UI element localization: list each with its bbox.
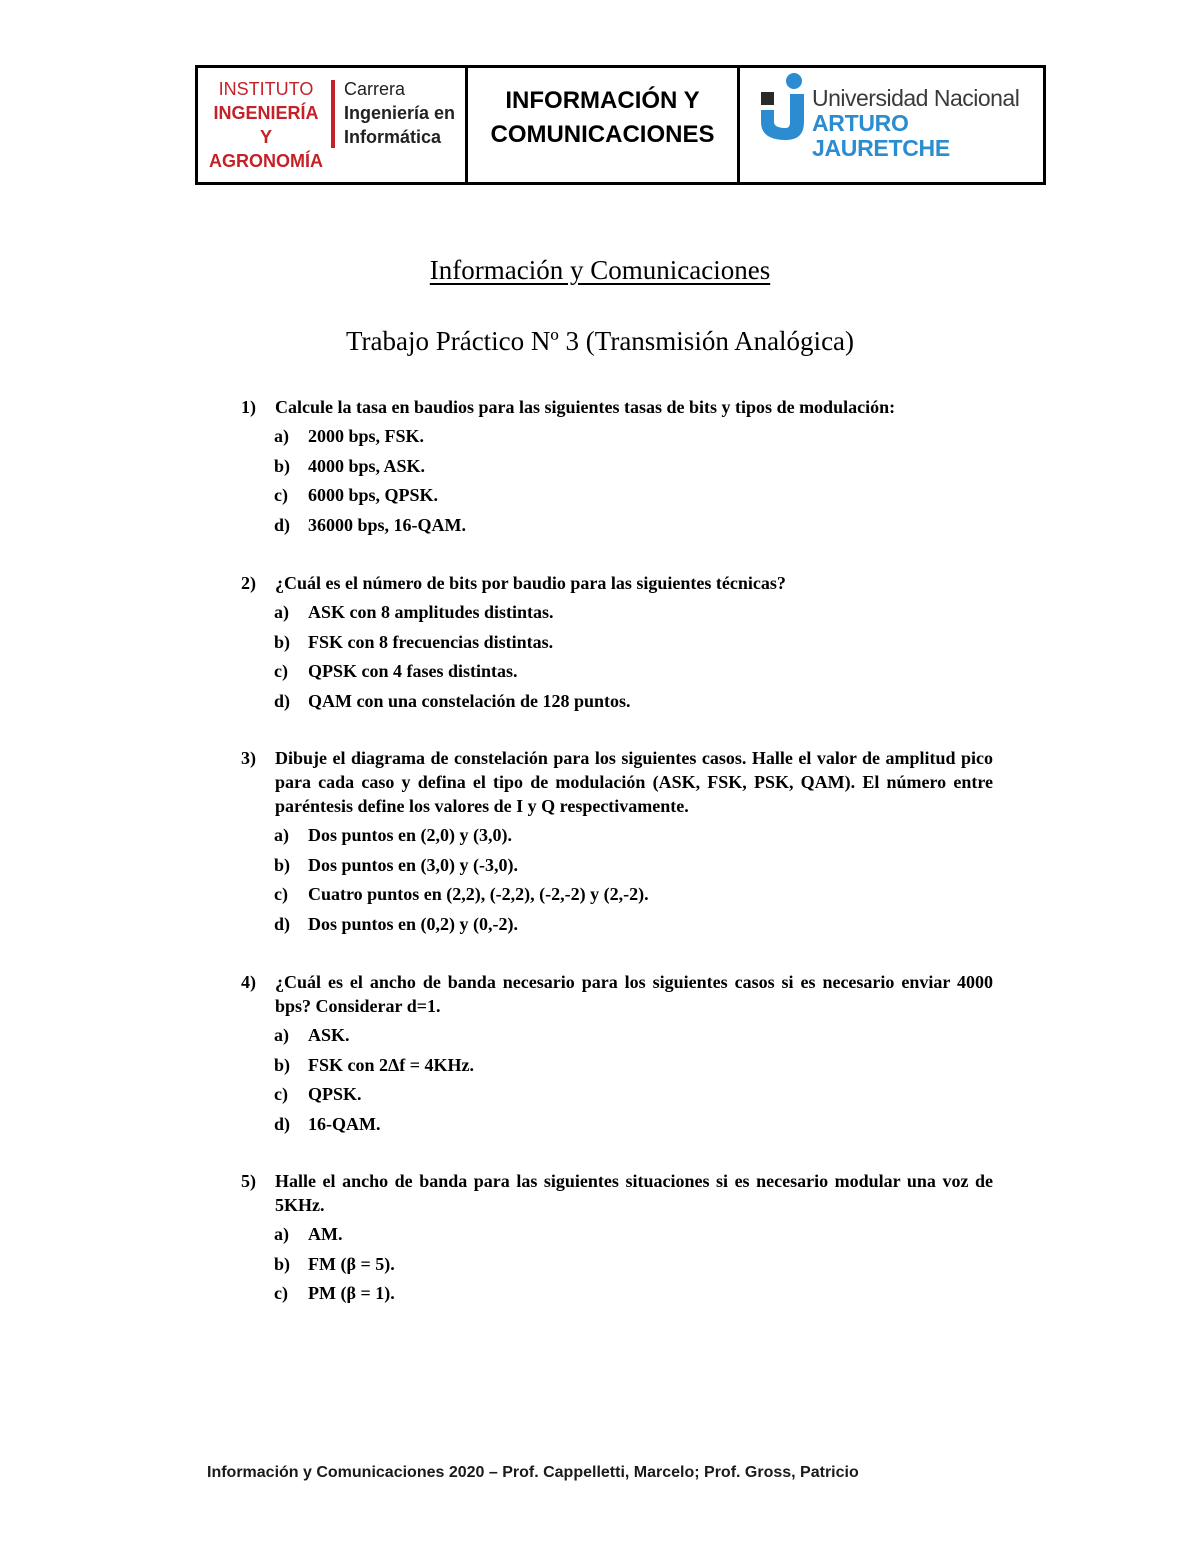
- page-subtitle: Trabajo Práctico Nº 3 (Transmisión Analógica): [345, 326, 855, 356]
- item-text: QPSK.: [308, 1084, 362, 1104]
- list-item: [241, 1279, 993, 1309]
- item-text: ASK.: [308, 1025, 350, 1045]
- item-text: Cuatro puntos en (2,2), (-2,2), (-2,-2) y (2,-2).: [308, 884, 649, 904]
- question-header: [241, 1169, 993, 1217]
- university-name: [812, 86, 1043, 161]
- list-item: [241, 880, 993, 910]
- subject-line-1: INFORMACIÓN Y: [505, 87, 700, 114]
- question-text: Calcule la tasa en baudios para las siguientes tasas de bits y tipos de modulación:: [275, 397, 896, 417]
- item-label: a): [274, 1025, 289, 1045]
- item-text: AM.: [308, 1224, 343, 1244]
- question-text: ¿Cuál es el ancho de banda necesario para los siguientes casos si es necesario enviar 4000 bps? Considerar d=1.: [275, 972, 993, 1016]
- question-4: [241, 970, 993, 1139]
- list-item: [241, 1080, 993, 1110]
- list-item: [241, 910, 993, 940]
- institute-line-3: AGRONOMÍA: [209, 151, 323, 171]
- list-item: [241, 1250, 993, 1280]
- item-label: d): [274, 690, 291, 711]
- item-label: a): [274, 602, 289, 622]
- item-text: ASK con 8 amplitudes distintas.: [308, 602, 554, 622]
- item-label: d): [274, 1113, 291, 1134]
- item-label: d): [274, 514, 291, 535]
- question-number: 5): [241, 1171, 256, 1191]
- list-item: [241, 422, 993, 452]
- question-3: [241, 746, 993, 939]
- item-label: b): [274, 631, 291, 652]
- career-line-1: Carrera: [344, 79, 406, 99]
- university-line-1: Universidad Nacional: [812, 85, 1020, 111]
- university-line-2: ARTURO JAURETCHE: [812, 110, 950, 161]
- question-header: [241, 970, 993, 1018]
- page-title: Información y Comunicaciones: [429, 255, 771, 285]
- page-footer: Información y Comunicaciones 2020 – Prof. Cappelletti, Marcelo; Prof. Gross, Patricio: [207, 1464, 859, 1481]
- subject-line-2: COMUNICACIONES: [490, 121, 715, 148]
- item-label: c): [274, 884, 288, 904]
- subject-cell: [468, 68, 740, 182]
- subject-title: [468, 84, 737, 152]
- item-label: b): [274, 1054, 291, 1075]
- question-number: 3): [241, 748, 256, 768]
- question-header: [241, 571, 993, 595]
- list-item: [241, 511, 993, 541]
- item-label: b): [274, 1253, 291, 1274]
- item-text: Dos puntos en (0,2) y (0,-2).: [308, 913, 519, 934]
- item-label: c): [274, 1084, 288, 1104]
- item-text: FSK con 2Δf = 4KHz.: [308, 1054, 475, 1075]
- item-label: a): [274, 825, 289, 845]
- question-text: ¿Cuál es el número de bits por baudio para las siguientes técnicas?: [275, 573, 786, 593]
- document-header: [195, 65, 1046, 185]
- list-item: [241, 598, 993, 628]
- item-label: a): [274, 1224, 289, 1244]
- question-number: 2): [241, 573, 256, 593]
- item-label: d): [274, 913, 291, 934]
- career-line-3: Informática: [344, 127, 442, 147]
- item-text: 2000 bps, FSK.: [308, 426, 425, 446]
- list-item: [241, 821, 993, 851]
- career-line-2: Ingeniería en: [344, 103, 456, 123]
- question-1: [241, 395, 993, 540]
- institute-divider-bar: [331, 80, 335, 148]
- list-item: [241, 1220, 993, 1250]
- list-item: [241, 851, 993, 881]
- item-text: FSK con 8 frecuencias distintas.: [308, 631, 554, 652]
- question-header: [241, 746, 993, 818]
- item-text: QAM con una constelación de 128 puntos.: [308, 690, 631, 711]
- list-item: [241, 452, 993, 482]
- item-label: b): [274, 854, 291, 875]
- item-label: a): [274, 426, 289, 446]
- item-label: c): [274, 661, 288, 681]
- list-item: [241, 657, 993, 687]
- question-2: [241, 571, 993, 716]
- item-text: QPSK con 4 fases distintas.: [308, 661, 518, 681]
- item-text: Dos puntos en (2,0) y (3,0).: [308, 825, 513, 845]
- question-number: 1): [241, 397, 256, 417]
- university-cell: [740, 68, 1043, 182]
- question-text: Halle el ancho de banda para las siguientes situaciones si es necesario modular una voz de 5KHz.: [275, 1171, 993, 1215]
- item-text: FM (β = 5).: [308, 1253, 395, 1274]
- item-text: 6000 bps, QPSK.: [308, 485, 439, 505]
- list-item: [241, 687, 993, 717]
- item-label: c): [274, 485, 288, 505]
- item-text: 36000 bps, 16-QAM.: [308, 514, 467, 535]
- question-5: [241, 1169, 993, 1309]
- question-header: [241, 395, 993, 419]
- item-text: 16-QAM.: [308, 1113, 381, 1134]
- list-item: [241, 1051, 993, 1081]
- list-item: [241, 1110, 993, 1140]
- item-label: b): [274, 455, 291, 476]
- item-text: 4000 bps, ASK.: [308, 455, 426, 476]
- institute-line-2: INGENIERÍA Y: [213, 103, 319, 147]
- institute-line-1: INSTITUTO: [218, 79, 314, 99]
- list-item: [241, 1021, 993, 1051]
- item-label: c): [274, 1283, 288, 1303]
- question-text: Dibuje el diagrama de constelación para los siguientes casos. Halle el valor de amplitud pico para cada caso y defina el tipo de modulación (ASK, FSK, PSK, QAM). El número entre paréntesis define los valores de I y Q respectivamente.: [275, 748, 993, 816]
- item-text: PM (β = 1).: [308, 1283, 395, 1303]
- question-number: 4): [241, 972, 256, 992]
- career-text: [344, 77, 455, 149]
- list-item: [241, 628, 993, 658]
- institute-cell: [198, 68, 468, 182]
- list-item: [241, 481, 993, 511]
- institute-logo-text: [208, 77, 324, 173]
- item-text: Dos puntos en (3,0) y (-3,0).: [308, 854, 519, 875]
